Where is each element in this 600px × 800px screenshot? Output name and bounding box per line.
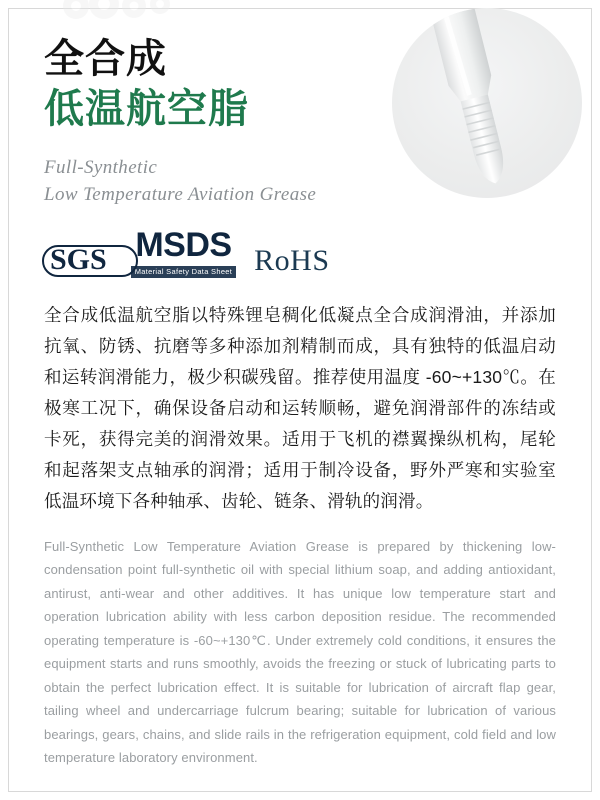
page-border-right — [591, 8, 592, 792]
page-title-cn-line2: 低温航空脂 — [44, 87, 249, 131]
description-paragraph-en: Full-Synthetic Low Temperature Aviation Grease is prepared by thickening low-condensation point full-synthetic oil with special lithium soap, and adding antioxidant, antirust, anti-wear and other additives. It has unique low temperature start and operation lubrication ability with less carbon deposition residue. The recommended operating temperature is -60~+130℃. Under extremely cold conditions, it ensures the equipment starts and runs smoothly, avoids the freezing or stuck of lubricating parts to obtain the perfect lubrication effect. It is suitable for lubrication of aircraft flap gear, tailing wheel and undercarriage fulcrum bearing; suitable for lubrication of various bearings, gears, chains, and slide rails in the refrigeration equipment, cold field and low temperature laboratory environment. — [44, 538, 556, 765]
description-paragraph-cn: 全合成低温航空脂以特殊锂皂稠化低凝点全合成润滑油，并添加抗氧、防锈、抗磨等多种添加剂精制而成，具有独特的低温启动和运转润滑能力，极少积碳残留。推荐使用温度 -60~+130℃。在极寒工况下，确保设备启动和运转顺畅，避免润滑部件的冻结或卡死，获得完美的润滑效果。适用于飞机的襟翼操纵机构，尾轮和起落架支点轴承的润滑；适用于制冷设备，野外严寒和实验室低温环境下各种轴承、齿轮、链条、滑轨的润滑。 — [44, 305, 556, 511]
certification-logos — [44, 226, 556, 278]
page-border-left — [8, 8, 9, 792]
page-subtitle-en-line2: Low Temperature Aviation Grease — [44, 184, 317, 205]
sgs-logo-label: SGS — [50, 243, 107, 276]
page-title-cn-line1: 全合成 — [44, 37, 167, 81]
msds-logo — [131, 228, 236, 278]
msds-logo-sublabel: Material Safety Data Sheet — [131, 266, 236, 278]
rohs-logo — [254, 244, 329, 278]
page-subtitle-en — [44, 154, 556, 208]
page-subtitle-en-line1: Full-Synthetic — [44, 157, 158, 178]
page-border-bottom — [8, 791, 592, 792]
document-content — [44, 36, 556, 783]
rohs-logo-label: RoHS — [254, 244, 330, 277]
sgs-logo — [44, 242, 113, 278]
msds-logo-label: MSDS — [135, 226, 232, 264]
gear-watermark-icon — [58, 0, 178, 26]
